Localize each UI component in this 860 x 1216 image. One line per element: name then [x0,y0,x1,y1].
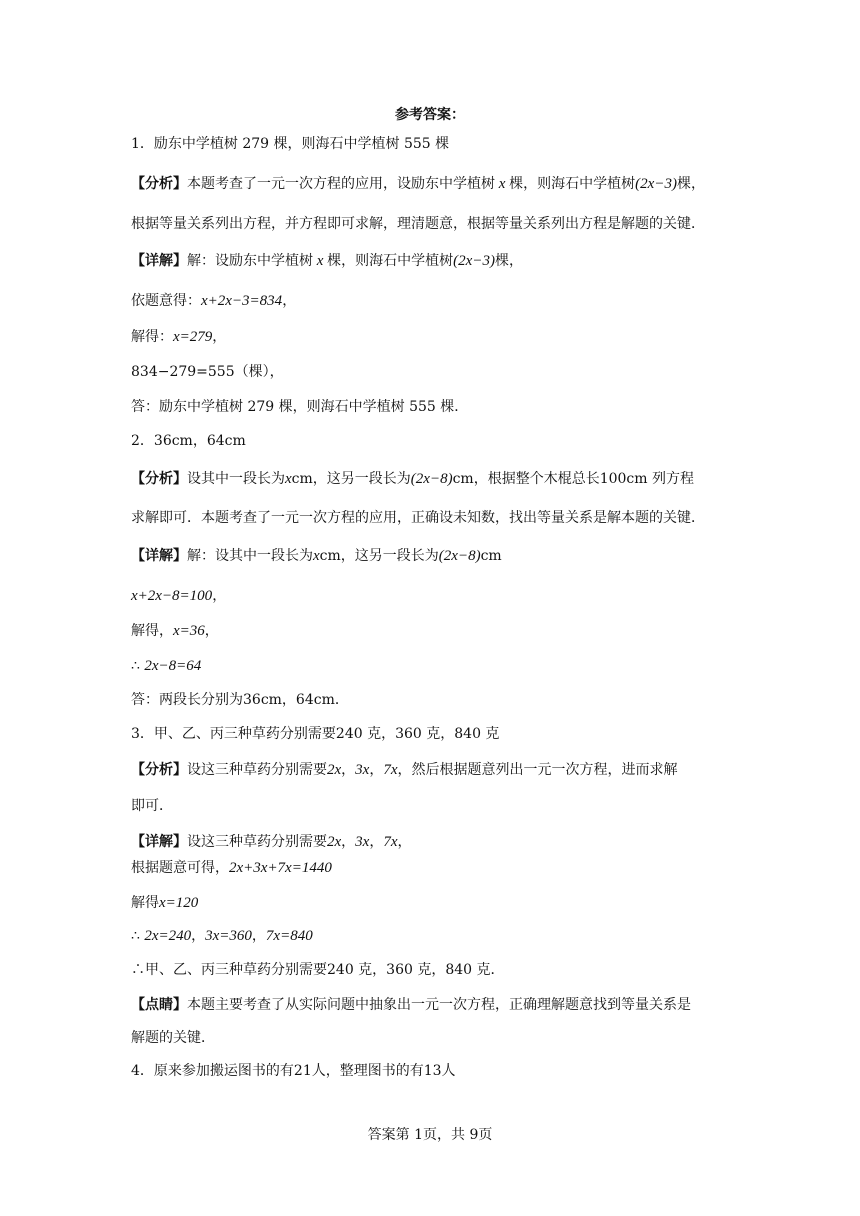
math-expression: x [313,253,328,269]
answer-line [131,327,226,347]
line-text: 1．励东中学植树 279 棵，则海石中学植树 555 棵 [131,136,450,152]
line-text: 2．36cm，64cm [131,433,246,449]
line-text: 解：设励东中学植树 [187,253,313,269]
section-tag: 【分析】 [131,471,187,487]
line-text: 设这三种草药分别需要 [187,834,327,850]
line-text: ， [191,928,206,944]
section-tag: 【分析】 [131,176,187,192]
answer-line [131,690,349,710]
line-text: 3．甲、乙、丙三种草药分别需要240 克，360 克，840 克 [131,726,500,742]
line-text: cm，根据整个木棍总长100cm 列方程 [452,471,694,487]
math-expression: x=120 [159,895,199,911]
math-expression: 2x [327,834,342,850]
math-expression: 7x=840 [265,928,313,944]
answer-line [131,586,226,606]
line-text: ， [369,762,384,778]
line-text: 解：设其中一段长为 [187,548,313,564]
line-text: ∴ [131,658,145,674]
answer-line [131,469,694,489]
math-expression: 2x=240 [144,928,192,944]
math-expression: x=279 [173,329,213,345]
answer-line [131,960,505,980]
math-expression: x=36 [173,623,205,639]
section-tag: 【详解】 [131,834,187,850]
answer-line [131,621,219,641]
line-text: 答：励东中学植树 279 棵，则海石中学植树 555 棵． [131,399,469,415]
line-text: cm，这另一段长为 [319,548,439,564]
math-expression: x [285,471,292,487]
line-text: ，然后根据题意列出一元一次方程，进而求解 [397,762,678,778]
line-text: 解得： [131,329,173,345]
line-text: 求解即可．本题考查了一元一次方程的应用，正确设未知数，找出等量关系是解本题的关键． [131,510,705,526]
answer-line [131,251,523,271]
answer-line [131,760,678,780]
answer-line [131,431,246,451]
answer-line [131,656,201,676]
section-tag: 【点睛】 [131,997,187,1013]
line-text: ， [341,834,356,850]
math-expression: x+2x−8=100 [131,588,213,604]
answer-line [131,893,198,913]
line-text: 设其中一段长为 [187,471,285,487]
line-text: 答：两段长分别为36cm，64cm． [131,692,349,708]
answer-line [131,134,449,154]
math-expression: 7x [383,834,398,850]
line-text: 棵，则海石中学植树 [327,253,454,269]
math-expression: (2x−8) [438,548,481,564]
answer-line [131,1028,215,1048]
line-text: 本题主要考查了从实际问题中抽象出一元一次方程，正确理解题意找到等量关系是 [187,997,691,1013]
line-text: 棵， [676,176,705,192]
line-text: 本题考查了一元一次方程的应用，设励东中学植树 [187,176,495,192]
line-text: 解得 [131,895,159,911]
answer-line [131,508,705,528]
math-expression: 2x−8=64 [144,658,202,674]
line-text: ， [212,329,227,345]
math-expression: 7x [383,762,398,778]
answer-line [131,724,499,744]
line-text: 4．原来参加搬运图书的有21人，整理图书的有13人 [131,1063,456,1079]
line-text: 解题的关键． [131,1030,215,1046]
line-text: ， [212,588,227,604]
math-expression: 3x [355,762,370,778]
section-tag: 【详解】 [131,548,187,564]
math-expression: (2x−8) [410,471,453,487]
line-text: ， [204,623,219,639]
answer-line [131,362,284,382]
line-text: cm [480,548,502,564]
answer-line [131,796,173,816]
answer-title: 参考答案： [395,107,465,123]
line-text: 设这三种草药分别需要 [187,762,327,778]
answer-line [131,214,705,234]
math-expression: 3x [355,834,370,850]
section-tag: 【分析】 [131,762,187,778]
line-text: ， [397,834,412,850]
line-text: 即可． [131,798,173,814]
math-expression: x [313,548,320,564]
line-text: 根据题意可得， [131,860,229,876]
answer-line [131,174,705,194]
math-expression: x+2x−3=834 [201,293,283,309]
math-expression: 2x [327,762,342,778]
line-text: ∴甲、乙、丙三种草药分别需要240 克，360 克，840 克． [131,962,505,978]
answer-line [131,832,412,852]
line-text: ∴ [131,928,145,944]
math-expression: 2x+3x+7x=1440 [229,860,332,876]
line-text: 解得， [131,623,173,639]
answer-line [131,397,468,417]
answer-line [131,546,502,566]
answer-line [131,1061,456,1081]
line-text: 棵，则海石中学植树 [509,176,636,192]
line-text: 棵， [494,253,523,269]
math-expression: 3x=360 [205,928,252,944]
page-footer: 答案第 1页，共 9页 [367,1127,493,1143]
line-text: ， [251,928,266,944]
line-text: 834−279=555（棵）， [131,364,284,380]
line-text: ， [282,293,297,309]
line-text: cm，这另一段长为 [291,471,411,487]
math-expression: (2x−3) [635,176,677,192]
answer-line [131,995,691,1015]
line-text: 根据等量关系列出方程，并方程即可求解，理清题意，根据等量关系列出方程是解题的关键． [131,216,705,232]
line-text: ， [369,834,384,850]
section-tag: 【详解】 [131,253,187,269]
answer-line [131,926,313,946]
answer-line [131,291,296,311]
answer-line [131,858,332,878]
line-text: 依题意得： [131,293,201,309]
line-text: ， [341,762,356,778]
math-expression: x [495,176,510,192]
math-expression: (2x−3) [453,253,495,269]
